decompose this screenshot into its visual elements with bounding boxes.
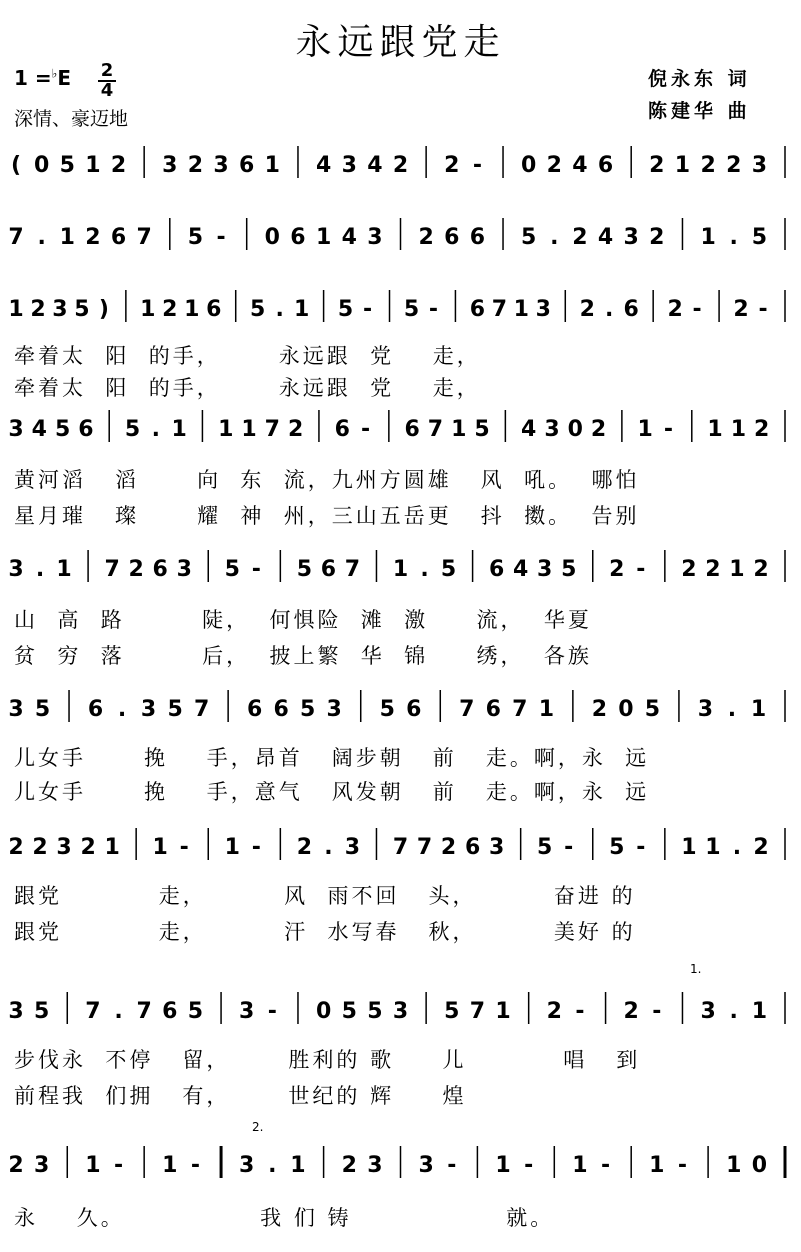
note: -	[600, 1153, 611, 1178]
note: 7	[85, 999, 101, 1024]
note: 2	[440, 835, 457, 860]
note: 7	[193, 697, 210, 722]
note: 3	[8, 697, 24, 722]
key-prefix: 1 =	[14, 66, 52, 90]
lyric-line-verse1: 黄河滔 滔 向 东 流，九州方圆雄 风 吼。 哪怕	[14, 468, 640, 492]
note: -	[472, 153, 482, 178]
note: -	[113, 1153, 124, 1178]
note: 6	[404, 417, 420, 442]
note: 2	[623, 999, 639, 1024]
note: 4	[341, 225, 357, 250]
note: .	[729, 999, 738, 1024]
note: 3	[33, 1153, 50, 1178]
score-row	[0, 822, 801, 866]
composer-credit: 陈建华 曲	[648, 100, 751, 122]
lyric-line-verse1: 山 高 路 陡， 何惧险 滩 激 流， 华夏	[14, 608, 592, 632]
note: 1	[315, 225, 332, 250]
note: 2	[187, 153, 204, 178]
note: 6	[623, 297, 639, 322]
note: 3	[239, 1153, 255, 1178]
note: 2	[754, 417, 770, 442]
note: 3	[623, 225, 639, 250]
note: 2	[705, 557, 721, 582]
lyric-line-verse1: 儿女手 挽 手，昂首 阔步朝 前 走。啊，永 远	[14, 746, 650, 770]
note: )	[98, 297, 109, 322]
note: -	[190, 1153, 201, 1178]
note: 1	[674, 153, 691, 178]
lyric-line-verse2: 跟党 走， 汗 水写春 秋， 美好 的	[14, 920, 636, 944]
note: 1	[700, 225, 716, 250]
lyric-line-verse2: 牵着太 阳 的手， 永远跟 党 走，	[14, 376, 481, 400]
note: .	[605, 297, 614, 322]
note: 7	[136, 225, 152, 250]
note: 4	[367, 153, 383, 178]
note: 3	[537, 557, 553, 582]
note: 5	[609, 835, 625, 860]
note: 2	[700, 153, 716, 178]
note: 1	[392, 557, 409, 582]
note: 4	[521, 417, 537, 442]
note: 3	[56, 835, 72, 860]
note: 7	[104, 557, 120, 582]
note: 0	[521, 153, 537, 178]
note: 1	[184, 297, 200, 322]
note: -	[636, 835, 646, 860]
note: 7	[459, 697, 475, 722]
note: 3	[176, 557, 192, 582]
note: 1	[751, 999, 768, 1024]
note: 1	[730, 417, 747, 442]
note: -	[758, 297, 768, 322]
note: 6	[152, 557, 168, 582]
note: 2	[681, 557, 697, 582]
note: 1	[56, 557, 72, 582]
note: 3	[140, 697, 157, 722]
note: 2	[546, 153, 562, 178]
note: 2	[392, 153, 409, 178]
key-signature	[14, 66, 71, 90]
note: 7	[427, 417, 444, 442]
note: 3	[697, 697, 714, 722]
note: 5	[224, 557, 240, 582]
note: 1	[290, 1153, 306, 1178]
note: 3	[367, 1153, 383, 1178]
lyricist-credit: 倪永东 词	[648, 68, 751, 90]
note: -	[362, 297, 373, 322]
note: 5	[403, 297, 420, 322]
note: 2	[8, 835, 24, 860]
note: 5	[379, 697, 395, 722]
note: 2	[546, 999, 562, 1024]
note: 3	[162, 153, 178, 178]
note: 1	[162, 1153, 178, 1178]
note: 3	[700, 999, 716, 1024]
meter-top: 2	[100, 60, 114, 81]
note: 6	[87, 697, 104, 722]
note: 5	[34, 697, 51, 722]
note: .	[35, 557, 45, 582]
note: 2	[733, 297, 749, 322]
note: 6	[320, 557, 337, 582]
note: 4	[572, 153, 588, 178]
score-row	[0, 284, 801, 328]
note: 6	[206, 297, 222, 322]
lyric-line-verse1: 跟党 走， 风 雨不回 头， 奋进 的	[14, 884, 636, 908]
note: 7	[491, 297, 508, 322]
note: .	[550, 225, 559, 250]
note: 3	[341, 153, 357, 178]
note: 5	[367, 999, 383, 1024]
note: 5	[124, 417, 141, 442]
note: (	[10, 153, 22, 178]
note: 4	[597, 225, 614, 250]
note: 3	[418, 1153, 434, 1178]
notation-line	[0, 284, 801, 328]
lyric-line-verse1: 牵着太 阳 的手， 永远跟 党 走，	[14, 344, 481, 368]
note: 1	[59, 225, 75, 250]
note: 7	[8, 225, 24, 250]
note: .	[275, 297, 284, 322]
note: 2	[85, 225, 101, 250]
note: 1	[241, 417, 257, 442]
note: 6	[334, 417, 350, 442]
note: .	[114, 999, 123, 1024]
note: 1	[140, 297, 156, 322]
note: 7	[416, 835, 433, 860]
note: 7	[512, 697, 528, 722]
note: 3	[213, 153, 229, 178]
note: 5	[33, 999, 50, 1024]
note: 1	[218, 417, 234, 442]
note: -	[524, 1153, 534, 1178]
note: 1	[495, 1153, 511, 1178]
note: 2	[667, 297, 683, 322]
note: 6	[485, 697, 501, 722]
note: 7	[264, 417, 280, 442]
note: 5	[74, 297, 90, 322]
note: 2	[726, 153, 742, 178]
note: 6	[78, 417, 94, 442]
note: 2	[753, 835, 769, 860]
note: 2	[590, 417, 607, 442]
note: -	[267, 999, 277, 1024]
note: 4	[315, 153, 332, 178]
key-note: E	[57, 66, 71, 90]
note: 1	[513, 297, 529, 322]
note: 5	[474, 417, 490, 442]
note: -	[251, 557, 261, 582]
note: 1	[451, 417, 467, 442]
note: 6	[469, 297, 486, 322]
note: 2	[341, 1153, 357, 1178]
note: .	[732, 835, 742, 860]
note: 6	[406, 697, 422, 722]
note: 7	[344, 557, 361, 582]
lyric-line-verse2: 贫 穷 落 后， 披上繁 华 锦 绣， 各族	[14, 644, 592, 668]
note: 7	[392, 835, 409, 860]
note: 1	[538, 697, 555, 722]
note: -	[636, 557, 646, 582]
note: 2	[296, 835, 313, 860]
score-row	[0, 404, 801, 448]
note: -	[652, 999, 662, 1024]
note: 3	[392, 999, 409, 1024]
note: 1	[224, 835, 240, 860]
notation-line	[0, 822, 801, 866]
note: 2	[579, 297, 595, 322]
note: .	[268, 1153, 277, 1178]
notation-line	[0, 1140, 801, 1184]
volta-1-label: 1.	[690, 962, 702, 976]
note: 6	[246, 697, 263, 722]
note: -	[575, 999, 585, 1024]
note: 3	[8, 999, 24, 1024]
note: 6	[597, 153, 614, 178]
note: 0	[751, 1153, 768, 1178]
note: 0	[618, 697, 634, 722]
score-row	[0, 986, 801, 1030]
note: -	[428, 297, 439, 322]
note: 1	[572, 1153, 588, 1178]
note: -	[663, 417, 674, 442]
score-row	[0, 1140, 801, 1184]
song-title: 永远跟党走	[295, 22, 506, 63]
note: 2	[649, 153, 665, 178]
note: 1	[726, 1153, 742, 1178]
note: -	[251, 835, 261, 860]
note: 1	[152, 835, 168, 860]
note: 1	[750, 697, 767, 722]
note: 6	[239, 153, 255, 178]
note: 7	[469, 999, 486, 1024]
note: 1	[649, 1153, 665, 1178]
note: 3	[535, 297, 551, 322]
lyric-line-verse2: 前程我 们拥 有， 世纪的 辉 煌	[14, 1084, 467, 1108]
note: 3	[488, 835, 505, 860]
note: 5	[341, 999, 357, 1024]
note: 5	[187, 225, 204, 250]
note: 5	[300, 697, 316, 722]
notation-line	[0, 404, 801, 448]
note: -	[360, 417, 371, 442]
tempo-marking: 深情、豪迈地	[14, 108, 129, 130]
note: 1	[264, 153, 280, 178]
note: .	[420, 557, 429, 582]
note: 3	[8, 417, 24, 442]
note: -	[677, 1153, 688, 1178]
note: 6	[488, 557, 505, 582]
note: 1	[681, 835, 697, 860]
score-row	[0, 212, 801, 256]
notation-line	[0, 986, 801, 1030]
score-row	[0, 684, 801, 728]
lyric-line-verse1: 步伐永 不停 留， 胜利的 歌 儿 唱 到	[14, 1048, 641, 1072]
flat-symbol: ♭	[51, 66, 58, 81]
note: 0	[567, 417, 583, 442]
note: 3	[326, 697, 342, 722]
note: 1	[729, 557, 745, 582]
note: 5	[296, 557, 313, 582]
notation-line	[0, 212, 801, 256]
volta-2-label: 2.	[252, 1120, 264, 1134]
note: 1	[293, 297, 310, 322]
score-row	[0, 140, 801, 184]
note: 3	[544, 417, 560, 442]
meter-bottom: 4	[100, 80, 114, 101]
note: 3	[751, 153, 768, 178]
note: 2	[110, 153, 127, 178]
note: 5	[59, 153, 75, 178]
note: 6	[464, 835, 481, 860]
note: 5	[167, 697, 183, 722]
note: 6	[273, 697, 289, 722]
time-signature	[98, 62, 116, 100]
note: 3	[239, 999, 255, 1024]
note: 4	[513, 557, 529, 582]
note: 3	[52, 297, 68, 322]
note: 0	[315, 999, 332, 1024]
note: 5	[187, 999, 204, 1024]
note: 6	[444, 225, 460, 250]
note: 7	[136, 999, 152, 1024]
note: 1	[171, 417, 187, 442]
note: 2	[30, 297, 46, 322]
note: 5	[444, 999, 460, 1024]
note: 1	[104, 835, 120, 860]
note: 6	[469, 225, 486, 250]
note: .	[37, 225, 46, 250]
note: 6	[162, 999, 178, 1024]
note: 2	[609, 557, 625, 582]
note: 3	[367, 225, 383, 250]
note: 1	[637, 417, 653, 442]
note: .	[727, 697, 737, 722]
note: 5	[54, 417, 71, 442]
note: 5	[561, 557, 577, 582]
note: 5	[250, 297, 266, 322]
note: -	[216, 225, 226, 250]
note: -	[692, 297, 702, 322]
note: 2	[418, 225, 434, 250]
note: 5	[337, 297, 354, 322]
note: 2	[80, 835, 96, 860]
note: 0	[33, 153, 50, 178]
note: .	[729, 225, 738, 250]
note: 1	[8, 297, 24, 322]
note: 5	[644, 697, 661, 722]
note: 5	[440, 557, 457, 582]
note: -	[179, 835, 189, 860]
note: 1	[707, 417, 723, 442]
note: 5	[537, 835, 553, 860]
notation-line	[0, 140, 801, 184]
note: 5	[521, 225, 537, 250]
note: 1	[705, 835, 721, 860]
note: -	[564, 835, 574, 860]
note: 2	[162, 297, 178, 322]
note: 2	[128, 557, 144, 582]
note: 2	[8, 1153, 24, 1178]
note: .	[151, 417, 160, 442]
note: 3	[8, 557, 24, 582]
note: 5	[751, 225, 768, 250]
note: 6	[110, 225, 127, 250]
score-row	[0, 544, 801, 588]
lyric-line-verse2: 星月璀 璨 耀 神 州，三山五岳更 抖 擞。 告别	[14, 504, 640, 528]
note: 2	[649, 225, 665, 250]
notation-line	[0, 544, 801, 588]
note: -	[447, 1153, 457, 1178]
note: 6	[290, 225, 306, 250]
note: 2	[572, 225, 588, 250]
lyric-line-verse2: 儿女手 挽 手，意气 风发朝 前 走。啊，永 远	[14, 780, 650, 804]
note: 1	[495, 999, 511, 1024]
note: 4	[31, 417, 47, 442]
note: 2	[32, 835, 48, 860]
lyric-line-verse1: 永 久。 我 们 铸 就。	[14, 1206, 555, 1230]
note: 2	[444, 153, 460, 178]
note: 3	[344, 835, 361, 860]
note: 2	[591, 697, 608, 722]
notation-line	[0, 684, 801, 728]
note: 1	[85, 153, 101, 178]
note: .	[117, 697, 127, 722]
note: 1	[85, 1153, 101, 1178]
note: 2	[753, 557, 769, 582]
note: 0	[264, 225, 280, 250]
note: 2	[287, 417, 304, 442]
note: .	[324, 835, 333, 860]
